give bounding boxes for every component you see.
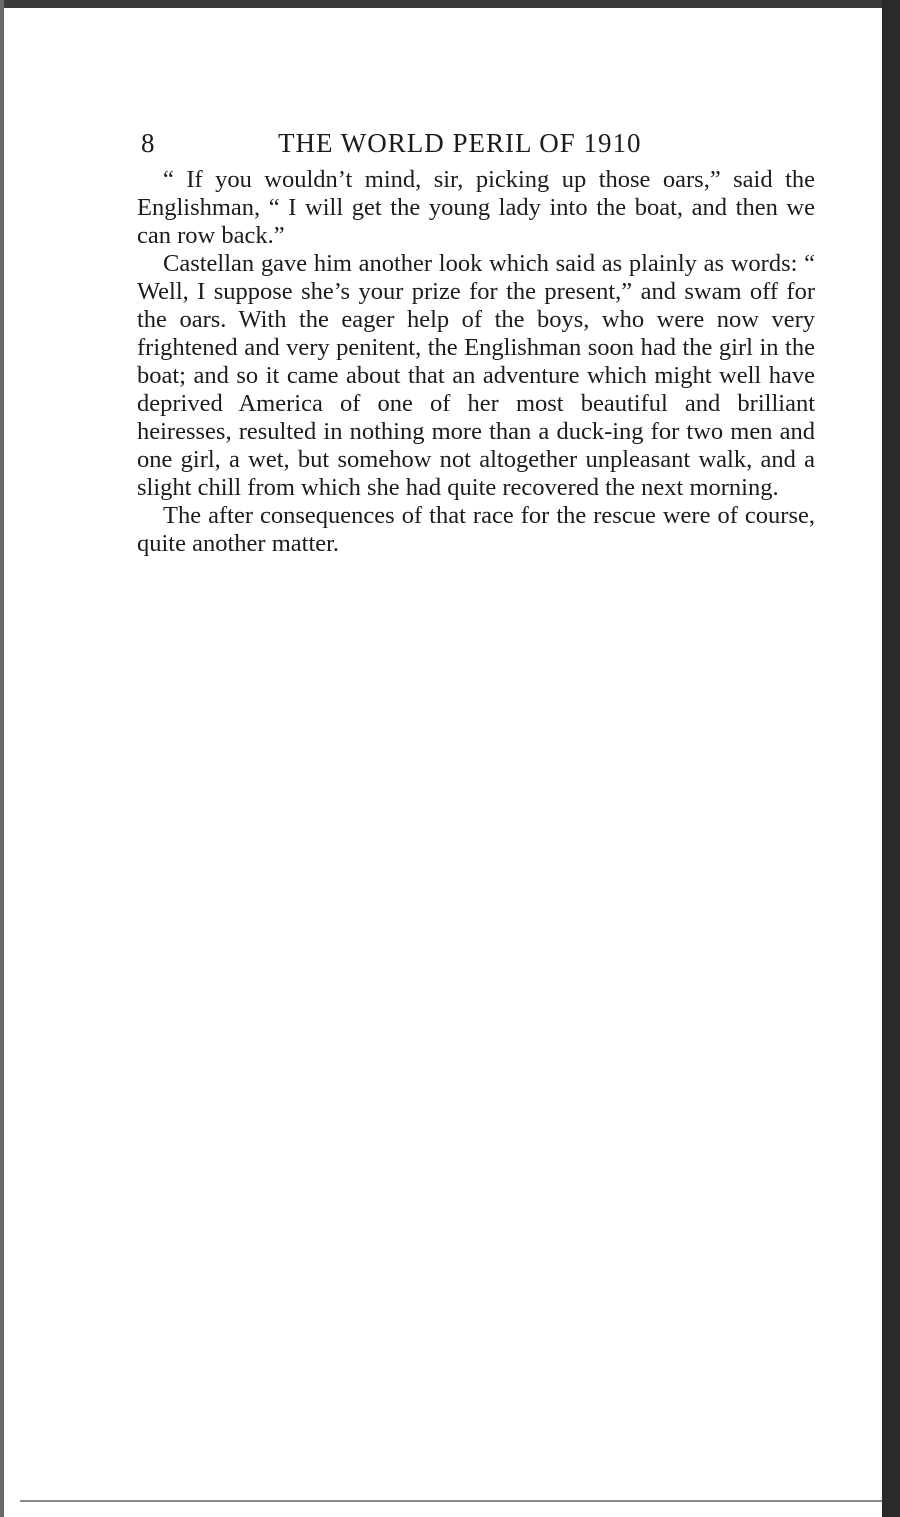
running-head — [137, 128, 815, 166]
page-number: 8 — [141, 128, 156, 158]
scan-edge-bottom — [20, 1500, 882, 1502]
running-title: THE WORLD PERIL OF 1910 — [278, 128, 642, 158]
book-page — [137, 128, 815, 558]
paragraph: The after consequences of that race for the rescue were of course, quite another matter. — [137, 502, 815, 557]
paragraph: “ If you wouldn’t mind, sir, picking up those oars,” said the Englishman, “ I will get the young lady into the boat, and then we can row back.” — [137, 166, 815, 249]
paragraph: Castellan gave him another look which said as plainly as words: “ Well, I suppose she’s your prize for the present,” and swam off for the oars. With the eager help of the boys, who were now very frightened and very penitent, the Englishman soon had the girl in the boat; and so it came about that an adventure which might well have deprived America of one of her most beautiful and brilliant heiresses, resulted in nothing more than a duck-ing for two men and one girl, a wet, but somehow not altogether unpleasant walk, and a slight chill from which she had quite recovered the next morning. — [137, 250, 815, 501]
body-text — [137, 166, 815, 558]
scan-edge-left — [0, 0, 4, 1517]
scan-edge-right — [882, 0, 900, 1517]
scan-edge-top — [0, 0, 900, 8]
